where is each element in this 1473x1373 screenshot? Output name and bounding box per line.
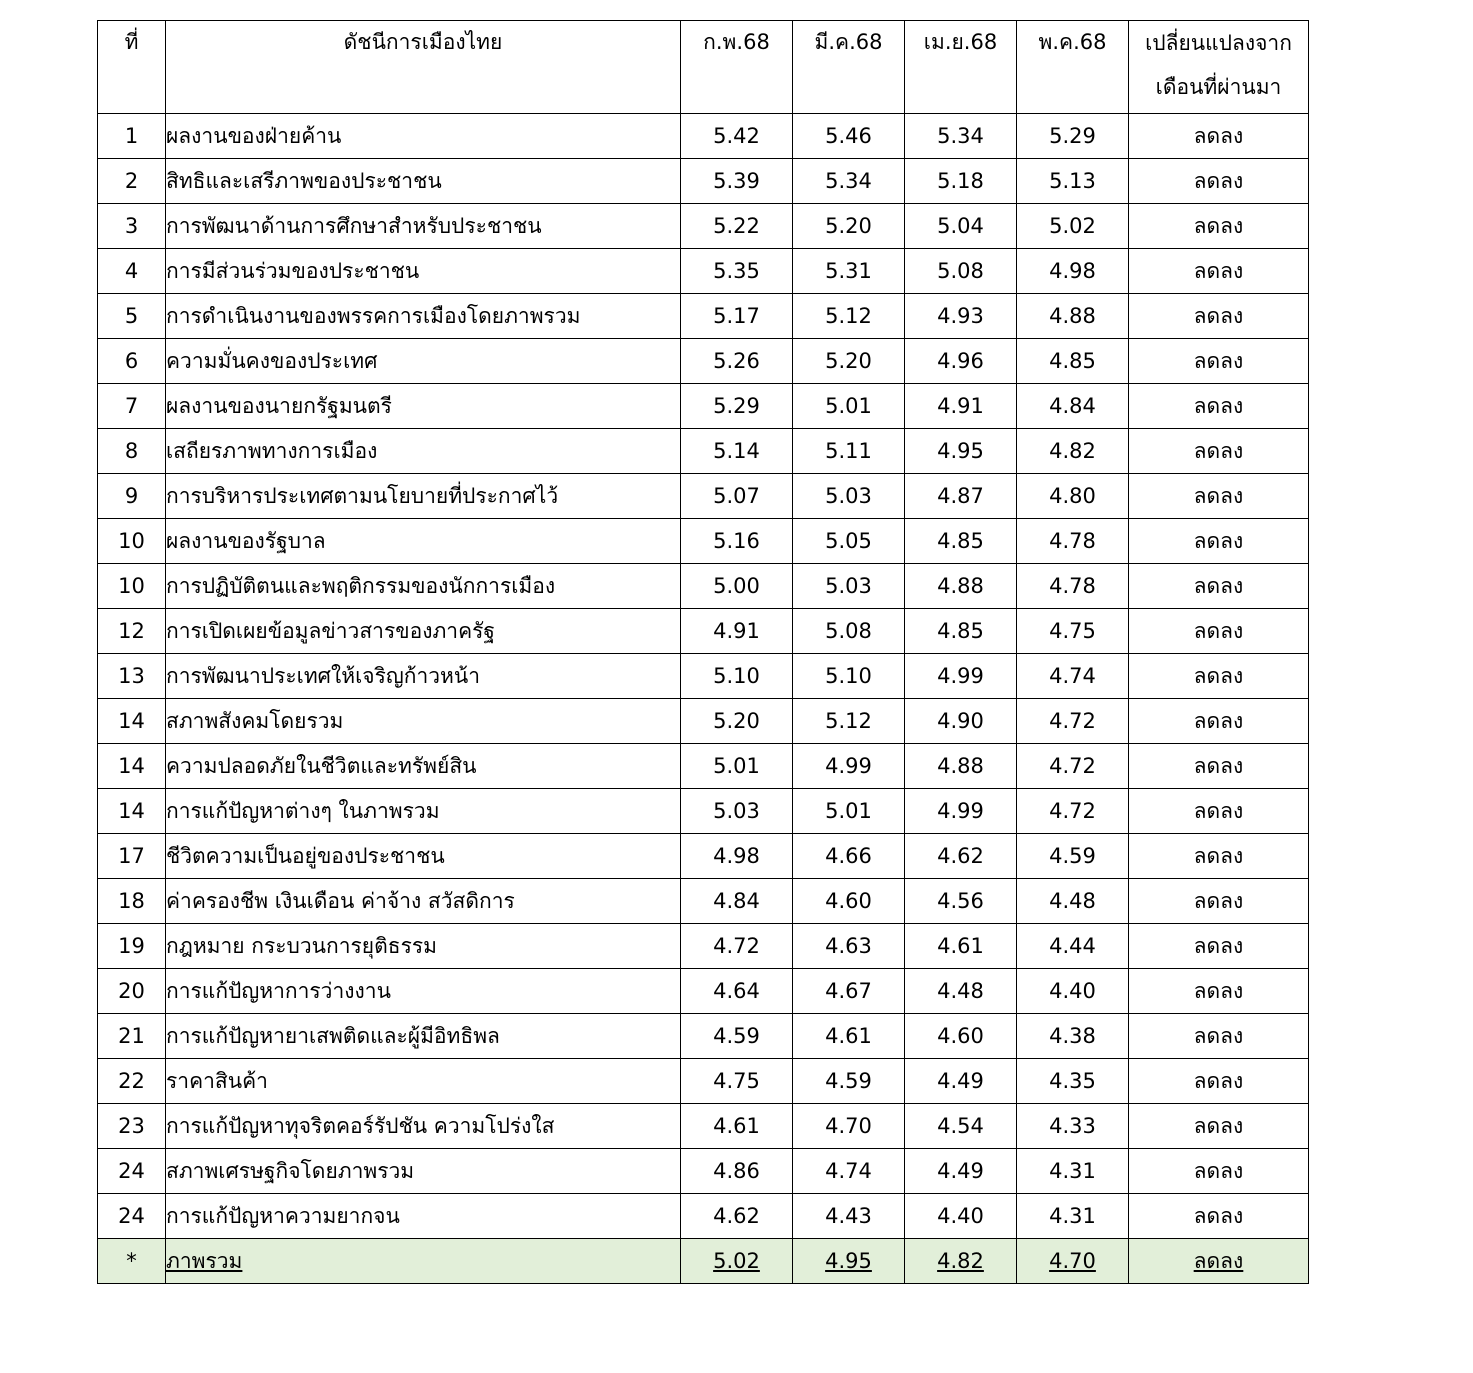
- cell-month-2: 5.11: [793, 429, 905, 474]
- cell-change: ลดลง: [1129, 429, 1309, 474]
- table-row: [98, 114, 1309, 159]
- cell-index-name: ชีวิตความเป็นอยู่ของประชาชน: [166, 834, 681, 879]
- table-row: [98, 564, 1309, 609]
- cell-month-2: 5.01: [793, 384, 905, 429]
- cell-index-name: กฎหมาย กระบวนการยุติธรรม: [166, 924, 681, 969]
- cell-month-1: 5.22: [681, 204, 793, 249]
- cell-month-1: 5.42: [681, 114, 793, 159]
- cell-index-name: การพัฒนาประเทศให้เจริญก้าวหน้า: [166, 654, 681, 699]
- cell-month-1: 4.72: [681, 924, 793, 969]
- table-row: [98, 204, 1309, 249]
- cell-month-4: 4.98: [1017, 249, 1129, 294]
- table-row: [98, 879, 1309, 924]
- cell-month-3: 4.60: [905, 1014, 1017, 1059]
- cell-month-1: 4.86: [681, 1149, 793, 1194]
- cell-index-name: ผลงานของรัฐบาล: [166, 519, 681, 564]
- cell-rank: 7: [98, 384, 166, 429]
- cell-month-4: 4.72: [1017, 744, 1129, 789]
- table-row: [98, 384, 1309, 429]
- cell-rank: 17: [98, 834, 166, 879]
- table-row: [98, 1149, 1309, 1194]
- cell-month-2: 4.74: [793, 1149, 905, 1194]
- cell-month-2: 5.12: [793, 699, 905, 744]
- cell-month-2: 5.31: [793, 249, 905, 294]
- cell-month-4: 4.31: [1017, 1149, 1129, 1194]
- cell-change: ลดลง: [1129, 609, 1309, 654]
- table-row: [98, 294, 1309, 339]
- cell-index-name: สภาพเศรษฐกิจโดยภาพรวม: [166, 1149, 681, 1194]
- cell-month-2: 5.20: [793, 339, 905, 384]
- cell-change: ลดลง: [1129, 699, 1309, 744]
- cell-rank: 1: [98, 114, 166, 159]
- table-row: [98, 159, 1309, 204]
- cell-index-name: การเปิดเผยข้อมูลข่าวสารของภาครัฐ: [166, 609, 681, 654]
- cell-index-name: การมีส่วนร่วมของประชาชน: [166, 249, 681, 294]
- cell-month-3: 5.04: [905, 204, 1017, 249]
- cell-index-name: ความปลอดภัยในชีวิตและทรัพย์สิน: [166, 744, 681, 789]
- cell-month-3: 4.40: [905, 1194, 1017, 1239]
- cell-month-1: 4.98: [681, 834, 793, 879]
- table-row: [98, 834, 1309, 879]
- cell-month-1: 4.62: [681, 1194, 793, 1239]
- cell-month-4: 4.59: [1017, 834, 1129, 879]
- table-row: [98, 519, 1309, 564]
- cell-month-3: 4.96: [905, 339, 1017, 384]
- cell-month-2: 5.05: [793, 519, 905, 564]
- cell-month-2: 5.20: [793, 204, 905, 249]
- cell-index-name: การแก้ปัญหาทุจริตคอร์รัปชัน ความโปร่งใส: [166, 1104, 681, 1149]
- table-row: [98, 1059, 1309, 1104]
- cell-month-1: 5.07: [681, 474, 793, 519]
- cell-month-2: 4.59: [793, 1059, 905, 1104]
- cell-rank: 12: [98, 609, 166, 654]
- header-month-2: มี.ค.68: [793, 21, 905, 114]
- cell-month-1: 5.10: [681, 654, 793, 699]
- cell-month-1: 5.17: [681, 294, 793, 339]
- cell-month-1: 4.59: [681, 1014, 793, 1059]
- cell-change: ลดลง: [1129, 1104, 1309, 1149]
- cell-rank: 14: [98, 699, 166, 744]
- cell-month-4: 4.72: [1017, 789, 1129, 834]
- table-row: [98, 924, 1309, 969]
- cell-month-3: 4.87: [905, 474, 1017, 519]
- cell-month-4: 5.29: [1017, 114, 1129, 159]
- cell-month-4: 4.44: [1017, 924, 1129, 969]
- cell-month-3: 4.93: [905, 294, 1017, 339]
- cell-index-name: ราคาสินค้า: [166, 1059, 681, 1104]
- table-row: [98, 654, 1309, 699]
- cell-month-4: 5.02: [1017, 204, 1129, 249]
- cell-change: ลดลง: [1129, 114, 1309, 159]
- header-month-4: พ.ค.68: [1017, 21, 1129, 114]
- cell-month-2: 5.46: [793, 114, 905, 159]
- cell-change: ลดลง: [1129, 1014, 1309, 1059]
- cell-rank: 2: [98, 159, 166, 204]
- header-rank: ที่: [98, 21, 166, 114]
- cell-month-1: 5.39: [681, 159, 793, 204]
- cell-month-1: 4.64: [681, 969, 793, 1014]
- table-row: [98, 429, 1309, 474]
- cell-change: ลดลง: [1129, 744, 1309, 789]
- cell-month-3: 4.61: [905, 924, 1017, 969]
- table-row: [98, 699, 1309, 744]
- table-row: [98, 474, 1309, 519]
- cell-change: ลดลง: [1129, 159, 1309, 204]
- cell-change: ลดลง: [1129, 1149, 1309, 1194]
- cell-month-1: 4.84: [681, 879, 793, 924]
- cell-index-name: ผลงานของฝ่ายค้าน: [166, 114, 681, 159]
- cell-rank: 14: [98, 744, 166, 789]
- cell-rank: 22: [98, 1059, 166, 1104]
- cell-index-name: ผลงานของนายกรัฐมนตรี: [166, 384, 681, 429]
- cell-rank: 20: [98, 969, 166, 1014]
- cell-rank: 23: [98, 1104, 166, 1149]
- cell-month-1: 5.02: [681, 1239, 793, 1284]
- cell-rank: 8: [98, 429, 166, 474]
- cell-month-4: 4.33: [1017, 1104, 1129, 1149]
- cell-month-3: 4.90: [905, 699, 1017, 744]
- cell-month-4: 4.82: [1017, 429, 1129, 474]
- cell-month-1: 4.91: [681, 609, 793, 654]
- cell-month-2: 4.99: [793, 744, 905, 789]
- cell-change: ลดลง: [1129, 654, 1309, 699]
- cell-month-2: 4.43: [793, 1194, 905, 1239]
- cell-change: ลดลง: [1129, 564, 1309, 609]
- cell-change: ลดลง: [1129, 519, 1309, 564]
- header-change-line-2: เดือนที่ผ่านมา: [1155, 75, 1282, 99]
- cell-change: ลดลง: [1129, 1059, 1309, 1104]
- cell-change: ลดลง: [1129, 969, 1309, 1014]
- cell-index-name: การแก้ปัญหาความยากจน: [166, 1194, 681, 1239]
- cell-change: ลดลง: [1129, 789, 1309, 834]
- cell-month-1: 5.14: [681, 429, 793, 474]
- political-index-table: [97, 20, 1309, 1284]
- header-change-line-1: เปลี่ยนแปลงจาก: [1145, 31, 1292, 55]
- cell-month-1: 4.61: [681, 1104, 793, 1149]
- cell-month-4: 4.75: [1017, 609, 1129, 654]
- cell-rank: *: [98, 1239, 166, 1284]
- table-row: [98, 969, 1309, 1014]
- cell-month-1: 5.00: [681, 564, 793, 609]
- cell-month-3: 4.56: [905, 879, 1017, 924]
- cell-change: ลดลง: [1129, 834, 1309, 879]
- cell-month-4: 4.40: [1017, 969, 1129, 1014]
- cell-rank: 6: [98, 339, 166, 384]
- cell-month-3: 4.95: [905, 429, 1017, 474]
- cell-month-4: 4.31: [1017, 1194, 1129, 1239]
- cell-month-4: 4.88: [1017, 294, 1129, 339]
- cell-change: ลดลง: [1129, 879, 1309, 924]
- cell-month-4: 5.13: [1017, 159, 1129, 204]
- cell-change: ลดลง: [1129, 1239, 1309, 1284]
- cell-month-4: 4.70: [1017, 1239, 1129, 1284]
- cell-month-2: 5.01: [793, 789, 905, 834]
- cell-month-1: 5.01: [681, 744, 793, 789]
- cell-change: ลดลง: [1129, 384, 1309, 429]
- cell-month-2: 5.34: [793, 159, 905, 204]
- cell-index-name: การแก้ปัญหายาเสพติดและผู้มีอิทธิพล: [166, 1014, 681, 1059]
- cell-month-4: 4.74: [1017, 654, 1129, 699]
- header-index: ดัชนีการเมืองไทย: [166, 21, 681, 114]
- cell-index-name: ความมั่นคงของประเทศ: [166, 339, 681, 384]
- cell-rank: 5: [98, 294, 166, 339]
- table-row: [98, 789, 1309, 834]
- header-change: [1129, 21, 1309, 114]
- table-row: [98, 1194, 1309, 1239]
- table-row: [98, 744, 1309, 789]
- cell-month-3: 4.88: [905, 744, 1017, 789]
- cell-rank: 3: [98, 204, 166, 249]
- table-row-overall: [98, 1239, 1309, 1284]
- cell-month-3: 4.48: [905, 969, 1017, 1014]
- cell-change: ลดลง: [1129, 474, 1309, 519]
- table-row: [98, 1104, 1309, 1149]
- cell-month-3: 5.34: [905, 114, 1017, 159]
- cell-month-2: 5.03: [793, 474, 905, 519]
- header-month-3: เม.ย.68: [905, 21, 1017, 114]
- cell-index-name: การบริหารประเทศตามนโยบายที่ประกาศไว้: [166, 474, 681, 519]
- table-header-row: [98, 21, 1309, 114]
- cell-month-2: 4.63: [793, 924, 905, 969]
- cell-index-name: การแก้ปัญหาการว่างงาน: [166, 969, 681, 1014]
- table-row: [98, 609, 1309, 654]
- cell-index-name: การปฏิบัติตนและพฤติกรรมของนักการเมือง: [166, 564, 681, 609]
- cell-month-4: 4.48: [1017, 879, 1129, 924]
- cell-month-3: 5.18: [905, 159, 1017, 204]
- cell-change: ลดลง: [1129, 249, 1309, 294]
- cell-month-3: 4.49: [905, 1059, 1017, 1104]
- cell-month-4: 4.78: [1017, 519, 1129, 564]
- cell-month-2: 4.95: [793, 1239, 905, 1284]
- cell-month-1: 4.75: [681, 1059, 793, 1104]
- cell-rank: 14: [98, 789, 166, 834]
- cell-rank: 24: [98, 1149, 166, 1194]
- cell-rank: 24: [98, 1194, 166, 1239]
- cell-month-1: 5.20: [681, 699, 793, 744]
- cell-index-name: การดำเนินงานของพรรคการเมืองโดยภาพรวม: [166, 294, 681, 339]
- cell-month-3: 4.82: [905, 1239, 1017, 1284]
- header-month-1: ก.พ.68: [681, 21, 793, 114]
- cell-month-3: 4.99: [905, 789, 1017, 834]
- cell-index-name: ภาพรวม: [166, 1239, 681, 1284]
- table-row: [98, 249, 1309, 294]
- table-body: [98, 114, 1309, 1284]
- cell-rank: 10: [98, 519, 166, 564]
- cell-month-2: 4.67: [793, 969, 905, 1014]
- cell-month-1: 5.35: [681, 249, 793, 294]
- cell-month-3: 4.99: [905, 654, 1017, 699]
- cell-month-2: 5.10: [793, 654, 905, 699]
- cell-rank: 10: [98, 564, 166, 609]
- cell-month-3: 4.85: [905, 519, 1017, 564]
- cell-month-4: 4.84: [1017, 384, 1129, 429]
- table-row: [98, 339, 1309, 384]
- cell-month-3: 4.85: [905, 609, 1017, 654]
- cell-month-2: 4.70: [793, 1104, 905, 1149]
- cell-month-1: 5.03: [681, 789, 793, 834]
- cell-month-4: 4.72: [1017, 699, 1129, 744]
- cell-month-4: 4.80: [1017, 474, 1129, 519]
- cell-month-4: 4.35: [1017, 1059, 1129, 1104]
- cell-month-4: 4.85: [1017, 339, 1129, 384]
- cell-index-name: ค่าครองชีพ เงินเดือน ค่าจ้าง สวัสดิการ: [166, 879, 681, 924]
- cell-month-1: 5.16: [681, 519, 793, 564]
- cell-change: ลดลง: [1129, 204, 1309, 249]
- cell-index-name: การแก้ปัญหาต่างๆ ในภาพรวม: [166, 789, 681, 834]
- cell-rank: 4: [98, 249, 166, 294]
- cell-rank: 9: [98, 474, 166, 519]
- cell-index-name: การพัฒนาด้านการศึกษาสำหรับประชาชน: [166, 204, 681, 249]
- cell-month-3: 4.91: [905, 384, 1017, 429]
- cell-change: ลดลง: [1129, 339, 1309, 384]
- cell-month-4: 4.38: [1017, 1014, 1129, 1059]
- cell-change: ลดลง: [1129, 294, 1309, 339]
- cell-rank: 19: [98, 924, 166, 969]
- cell-rank: 21: [98, 1014, 166, 1059]
- cell-month-2: 4.61: [793, 1014, 905, 1059]
- cell-month-1: 5.26: [681, 339, 793, 384]
- cell-change: ลดลง: [1129, 1194, 1309, 1239]
- cell-index-name: สิทธิและเสรีภาพของประชาชน: [166, 159, 681, 204]
- cell-index-name: สภาพสังคมโดยรวม: [166, 699, 681, 744]
- cell-change: ลดลง: [1129, 924, 1309, 969]
- cell-month-2: 4.66: [793, 834, 905, 879]
- cell-month-1: 5.29: [681, 384, 793, 429]
- cell-rank: 13: [98, 654, 166, 699]
- cell-month-4: 4.78: [1017, 564, 1129, 609]
- cell-rank: 18: [98, 879, 166, 924]
- cell-index-name: เสถียรภาพทางการเมือง: [166, 429, 681, 474]
- cell-month-2: 4.60: [793, 879, 905, 924]
- cell-month-3: 4.54: [905, 1104, 1017, 1149]
- cell-month-3: 4.49: [905, 1149, 1017, 1194]
- cell-month-3: 4.88: [905, 564, 1017, 609]
- table-row: [98, 1014, 1309, 1059]
- cell-month-2: 5.03: [793, 564, 905, 609]
- cell-month-2: 5.08: [793, 609, 905, 654]
- cell-month-3: 5.08: [905, 249, 1017, 294]
- cell-month-2: 5.12: [793, 294, 905, 339]
- cell-month-3: 4.62: [905, 834, 1017, 879]
